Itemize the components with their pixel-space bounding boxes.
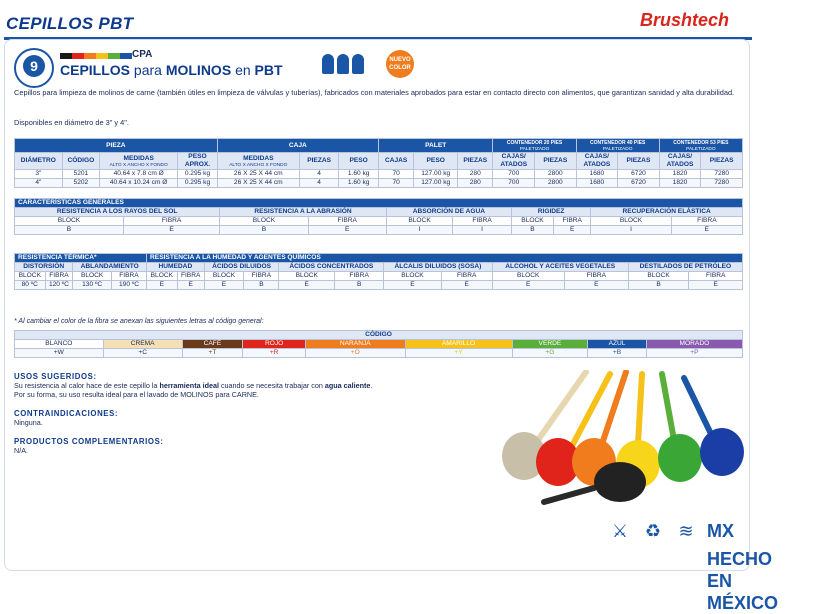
chef-icon xyxy=(322,54,334,74)
table-row: 3" 5201 40.64 x 7.8 cm Ø 0.295 kg 26 X 25 X 44 cm 4 1.60 kg 70 127.00 kg 280 700 2800 1680 6720 1820 7280 xyxy=(15,170,743,179)
product-code-prefix: CPA xyxy=(132,49,153,60)
recycle-icon: ♻ xyxy=(644,521,662,541)
availability-text: Disponibles en diámetro de 3" y 4". xyxy=(14,118,129,127)
product-subtitle: CEPILLOS para MOLINOS en PBT xyxy=(60,62,283,78)
sweep-icon: ≋ xyxy=(678,521,694,541)
specs-table: PIEZA CAJA PALET CONTENEDOR 20 PIES PALETIZADO CONTENEDOR 40 PIES PALETIZADO CONTENEDOR 53 PIES PALETIZADO DIÁMETRO CÓDIGO MEDIDAS ALTO X ANCHO X FONDO PESO APROX. MEDIDAS ALTO X ANCHO X FONDO PIEZAS PESO CAJAS PESO PIEZAS CAJAS/ ATADOS PIEZAS CAJAS/ ATADOS PIEZAS CAJAS/ ATADOS PIEZAS 3" 5201 40.64 x 7.8 cm Ø 0.295 kg 26 X 25 X 44 cm 4 1.60 kg 70 127.00 kg 280 700 2800 1680 6720 1820 7280 4" 5202 40.64 x 10.24 cm Ø 0.295 kg 26 X 25 X 44 cm 4 1.60 kg 70 127.00 kg 280 700 2800 1680 6720 1820 7280 xyxy=(14,138,743,188)
color-code-verde: +G xyxy=(512,349,588,358)
general-characteristics-table: CARACTERÍSTICAS GENERALES RESISTENCIA A LOS RAYOS DEL SOL RESISTENCIA A LA ABRASIÓN ABSORCIÓN DE AGUA RIGIDEZ RECUPERACIÓN ELÁSTICA BLOCK FIBRA BLOCK FIBRA BLOCK FIBRA BLOCK FIBRA BLOCK FIBRA B E B E I I B E I E xyxy=(14,198,743,235)
uses-heading: USOS SUGERIDOS: xyxy=(14,372,97,381)
food-safe-icon: ⚔ xyxy=(611,521,629,541)
table-row: 4" 5202 40.64 x 10.24 cm Ø 0.295 kg 26 X 25 X 44 cm 4 1.60 kg 70 127.00 kg 280 700 2800 1680 6720 1820 7280 xyxy=(15,179,743,188)
table-row: 80 ºC 120 ºC 130 ºC 190 ºC E E E B E B E E E E B E xyxy=(15,281,743,290)
made-in-mexico-icon: MX HECHO EN MÉXICO xyxy=(707,521,779,613)
uses-text: Su resistencia al calor hace de este cepillo la herramienta ideal cuando se necesita trabajar con agua caliente. Por su forma, su uso resulta ideal para el lavado de MOLINOS para CARNE. xyxy=(14,381,373,399)
color-code-rojo: +R xyxy=(243,349,306,358)
chef-icon xyxy=(352,54,364,74)
badge-number: 9 xyxy=(23,55,45,77)
colors-badge xyxy=(14,48,54,88)
color-name-café: CAFÉ xyxy=(182,340,243,349)
color-code-café: +T xyxy=(182,349,243,358)
color-name-crema: CREMA xyxy=(103,340,182,349)
page-title: CEPILLOS PBT xyxy=(6,14,134,33)
color-code-blanco: +W xyxy=(15,349,104,358)
color-code-azul: +B xyxy=(588,349,646,358)
product-description: Cepillos para limpieza de molinos de carne (también útiles en limpieza de válvulas y tuberías), fabricados con materiales aprobados para estar en contacto directo con alimentos, que garantizan sanidad y alta durabilidad. xyxy=(14,88,735,97)
brand-logo: Brushtech xyxy=(640,10,730,30)
color-code-morado: +P xyxy=(646,349,742,358)
color-name-morado: MORADO xyxy=(646,340,742,349)
color-name-naranja: NARANJA xyxy=(306,340,405,349)
color-code-table: CÓDIGO BLANCO CREMA CAFÉ ROJO NARANJA AMARILLO VERDE AZUL MORADO +W +C +T +R +O +Y +G +B +P xyxy=(14,330,743,358)
color-name-verde: VERDE xyxy=(512,340,588,349)
brushes-illustration xyxy=(498,370,750,522)
uses-section xyxy=(14,372,484,465)
color-code-crema: +C xyxy=(103,349,182,358)
color-name-blanco: BLANCO xyxy=(15,340,104,349)
color-code-naranja: +O xyxy=(306,349,405,358)
resistance-table: RESISTENCIA TÉRMICA* RESISTENCIA A LA HUMEDAD Y AGENTES QUÍMICOS DISTORSIÓN ABLANDAMIENTO HUMEDAD ÁCIDOS DILUIDOS ÁCIDOS CONCENTRADOS ÁLCALIS DILUIDOS (SOSA) ALCOHOL Y ACEITES VEGETALES DESTILADOS DE PETRÓLEO BLOCK FIBRA BLOCK FIBRA BLOCK FIBRA BLOCK FIBRA BLOCK FIBRA BLOCK FIBRA BLOCK FIBRA BLOCK FIBRA 80 ºC 120 ºC 130 ºC 190 ºC E E E B E B E E E E B E xyxy=(14,253,743,290)
new-color-badge: NUEVO COLOR xyxy=(386,50,414,78)
color-name-azul: AZUL xyxy=(588,340,646,349)
color-name-rojo: ROJO xyxy=(243,340,306,349)
food-handler-icons xyxy=(322,54,364,74)
complementary-text: N/A. xyxy=(14,446,28,455)
footer-icons xyxy=(608,520,779,613)
color-strip xyxy=(60,53,132,59)
color-name-amarillo: AMARILLO xyxy=(405,340,512,349)
color-code-amarillo: +Y xyxy=(405,349,512,358)
complementary-heading: PRODUCTOS COMPLEMENTARIOS: xyxy=(14,437,164,446)
table-row: B E B E I I B E I E xyxy=(15,226,743,235)
color-code-note: * Al cambiar el color de la fibra se anexan las siguientes letras al código general: xyxy=(14,318,264,325)
contraindications-heading: CONTRAINDICACIONES: xyxy=(14,409,119,418)
chef-icon xyxy=(337,54,349,74)
contraindications-text: Ninguna. xyxy=(14,418,43,427)
